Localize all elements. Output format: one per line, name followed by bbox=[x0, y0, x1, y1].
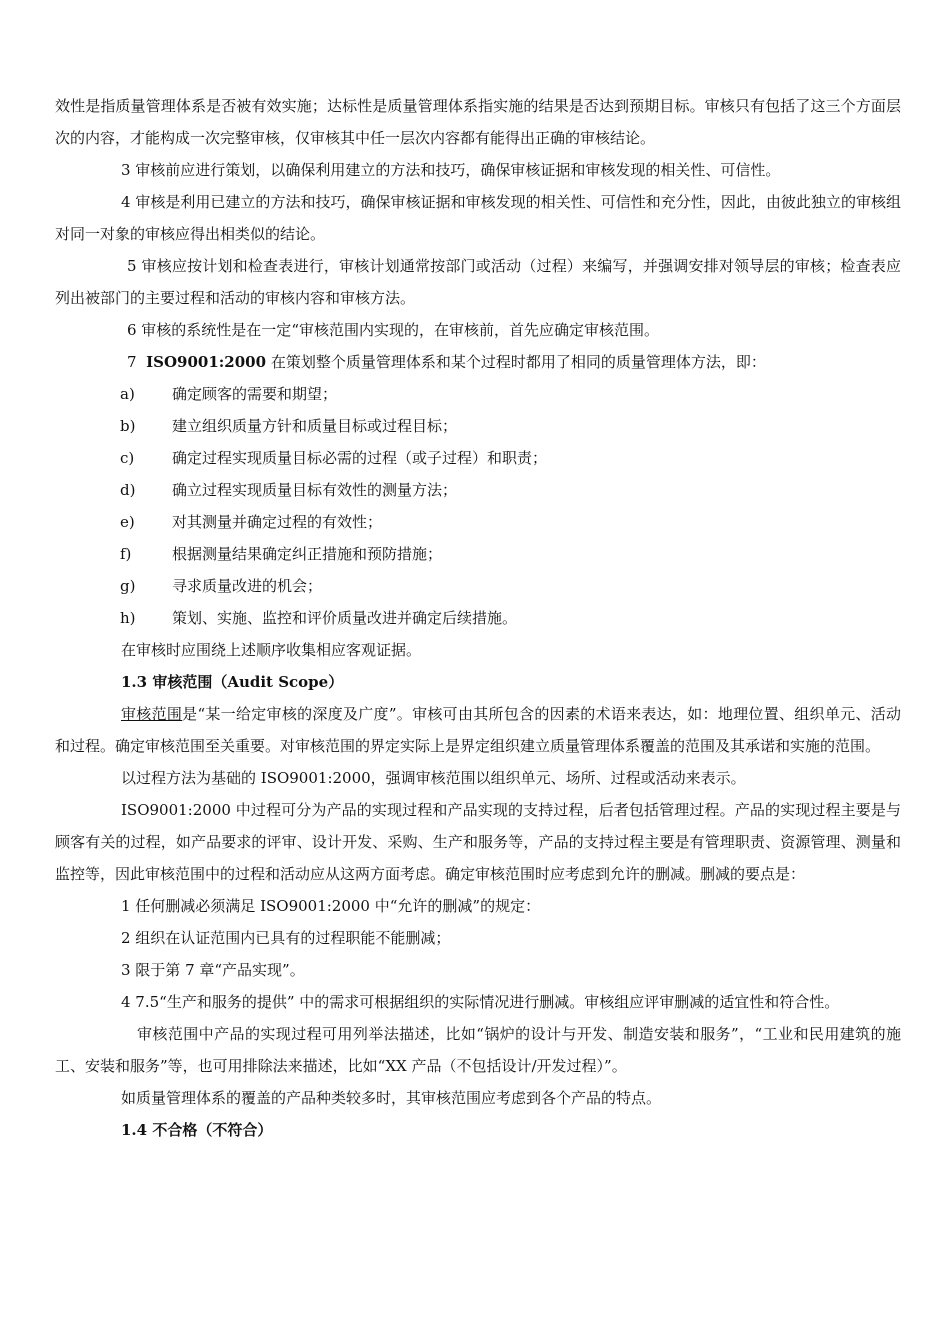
paragraph-product-types: 如质量管理体系的覆盖的产品种类较多时，其审核范围应考虑到各个产品的特点。 bbox=[121, 1089, 662, 1107]
list-marker: f) bbox=[120, 545, 132, 563]
list-marker: h) bbox=[120, 609, 136, 627]
paragraph-scope-definition bbox=[55, 698, 901, 762]
paragraph-exclusion-2: 2 组织在认证范围内已具有的过程职能不能删减； bbox=[121, 929, 451, 947]
paragraph-effectiveness: 效性是指质量管理体系是否被有效实施；达标性是质量管理体系指实施的结果是否达到预期目标。审核只有包括了这三个方面层次的内容，才能构成一次完整审核，仅审核其中任一层次内容都有能得出正确的审核结论。 bbox=[55, 97, 901, 147]
paragraph-item-7 bbox=[55, 346, 901, 378]
underlined-term: 审核范围 bbox=[121, 705, 183, 723]
list-marker: b) bbox=[120, 417, 136, 435]
paragraph-item-6: 6 审核的系统性是在一定“审核范围内实现的，在审核前，首先应确定审核范围。 bbox=[127, 321, 659, 339]
list-text: 寻求质量改进的机会； bbox=[172, 577, 323, 595]
item-7-number: 7 bbox=[127, 353, 137, 371]
list-marker: c) bbox=[120, 449, 135, 467]
list-text: 策划、实施、监控和评价质量改进并确定后续措施。 bbox=[172, 609, 518, 627]
paragraph-item-4: 4 审核是利用已建立的方法和技巧，确保审核证据和审核发现的相关性、可信性和充分性，因此，由彼此独立的审核组对同一对象的审核应得出相类似的结论。 bbox=[55, 193, 901, 243]
list-text: 确定顾客的需要和期望； bbox=[172, 385, 338, 403]
paragraph-scope-description: 审核范围中产品的实现过程可用列举法描述，比如“锅炉的设计与开发、制造安装和服务”，“工业和民用建筑的施工、安装和服务”等，也可用排除法来描述，比如“XX 产品（不包括设计/开发过程）”。 bbox=[55, 1025, 901, 1075]
paragraph-item-3: 3 审核前应进行策划，以确保利用建立的方法和技巧，确保审核证据和审核发现的相关性、可信性。 bbox=[121, 161, 781, 179]
list-text: 确立过程实现质量目标有效性的测量方法； bbox=[172, 481, 458, 499]
list-item bbox=[55, 474, 901, 506]
list-item bbox=[55, 602, 901, 634]
list-item bbox=[55, 378, 901, 410]
list-marker: a) bbox=[120, 385, 135, 403]
paragraph-evidence: 在审核时应围绕上述顺序收集相应客观证据。 bbox=[121, 641, 422, 659]
document-page bbox=[55, 90, 901, 1146]
paragraph-process-approach: 以过程方法为基础的 ISO9001:2000，强调审核范围以组织单元、场所、过程或活动来表示。 bbox=[121, 769, 746, 787]
paragraph-exclusion-4: 4 7.5“生产和服务的提供” 中的需求可根据组织的实际情况进行删减。审核组应评审删减的适宜性和符合性。 bbox=[121, 993, 840, 1011]
list-text: 对其测量并确定过程的有效性； bbox=[172, 513, 383, 531]
paragraph-exclusion-3: 3 限于第 7 章“产品实现”。 bbox=[121, 961, 305, 979]
list-marker: g) bbox=[120, 577, 136, 595]
list-item bbox=[55, 442, 901, 474]
paragraph-process-types: ISO9001:2000 中过程可分为产品的实现过程和产品实现的支持过程，后者包括管理过程。产品的实现过程主要是与顾客有关的过程，如产品要求的评审、设计开发、采购、生产和服务等，产品的支持过程主要是有管理职责、资源管理、测量和监控等，因此审核范围中的过程和活动应从这两方面考虑。确定审核范围时应考虑到允许的删减。删减的要点是： bbox=[55, 801, 901, 883]
list-text: 确定过程实现质量目标必需的过程（或子过程）和职责； bbox=[172, 449, 548, 467]
iso-standard-bold: ISO9001:2000 bbox=[146, 353, 267, 371]
section-heading-1-3: 1.3 审核范围（Audit Scope） bbox=[121, 673, 344, 691]
list-item bbox=[55, 570, 901, 602]
list-item bbox=[55, 410, 901, 442]
item-7-text: 在策划整个质量管理体系和某个过程时都用了相同的质量管理体方法，即： bbox=[266, 353, 766, 371]
list-text: 根据测量结果确定纠正措施和预防措施； bbox=[172, 545, 443, 563]
list-item bbox=[55, 538, 901, 570]
paragraph-item-5: 5 审核应按计划和检查表进行，审核计划通常按部门或活动（过程）来编写，并强调安排对领导层的审核；检查表应列出被部门的主要过程和活动的审核内容和审核方法。 bbox=[55, 257, 901, 307]
list-marker: d) bbox=[120, 481, 136, 499]
section-heading-1-4: 1.4 不合格（不符合） bbox=[121, 1121, 273, 1139]
list-text: 建立组织质量方针和质量目标或过程目标； bbox=[172, 417, 458, 435]
paragraph-exclusion-1: 1 任何删减必须满足 ISO9001:2000 中“允许的删减”的规定： bbox=[121, 897, 541, 915]
list-item bbox=[55, 506, 901, 538]
list-marker: e) bbox=[120, 513, 135, 531]
scope-definition-text: 是“某一给定审核的深度及广度”。审核可由其所包含的因素的术语来表达，如：地理位置、组织单元、活动和过程。确定审核范围至关重要。对审核范围的界定实际上是界定组织建立质量管理体系覆盖的范围及其承诺和实施的范围。 bbox=[55, 705, 901, 755]
